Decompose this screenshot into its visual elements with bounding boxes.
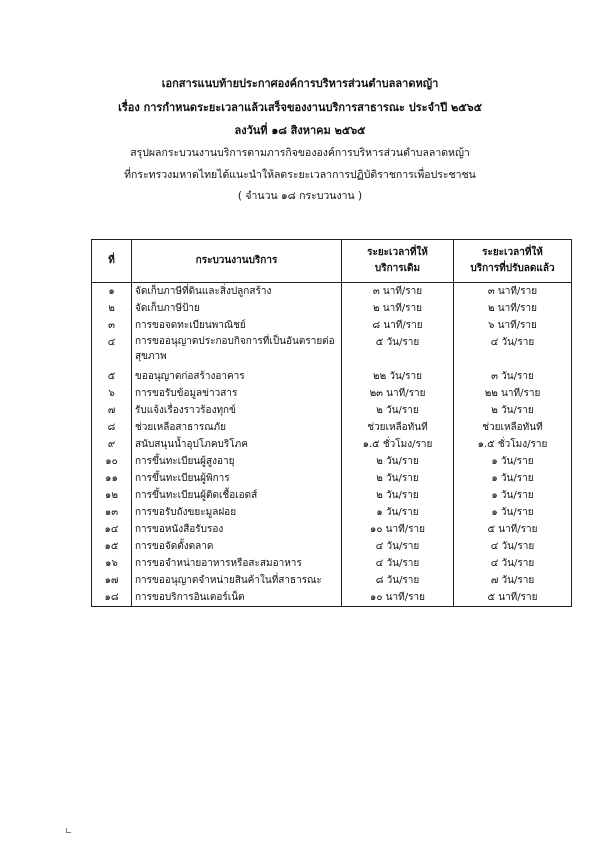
table-row (92, 555, 572, 572)
row-number: ๑๐ (92, 453, 132, 470)
row-service: สนับสนุนน้ำอุปโภคบริโภค (132, 436, 342, 453)
header-original-line-1: ระยะเวลาที่ให้ (367, 247, 428, 258)
document-date: ลงวันที่ ๑๘ สิงหาคม ๒๕๖๕ (234, 124, 366, 137)
row-original-time: ช่วยเหลือทันที (342, 419, 454, 436)
row-reduced-time: ๔ วัน/ราย (454, 334, 572, 368)
header-reduced-line-2: บริการที่ปรับลดแล้ว (470, 263, 555, 274)
row-service: รับแจ้งเรื่องราวร้องทุกข์ (132, 402, 342, 419)
row-number: ๙ (92, 436, 132, 453)
row-original-time: ๓ นาที/ราย (342, 283, 454, 301)
row-number: ๕ (92, 368, 132, 385)
row-number: ๑๗ (92, 572, 132, 589)
row-original-time: ๒๓ นาที/ราย (342, 385, 454, 402)
table-row (92, 504, 572, 521)
service-table (91, 239, 572, 607)
row-original-time: ๘ นาที/ราย (342, 317, 454, 334)
row-service: การขึ้นทะเบียนผู้พิการ (132, 470, 342, 487)
row-service: จัดเก็บภาษีที่ดินและสิ่งปลูกสร้าง (132, 283, 342, 301)
row-original-time: ๑๐ นาที/ราย (342, 589, 454, 607)
row-number: ๑๑ (92, 470, 132, 487)
row-original-time: ๑.๕ ชั่วโมง/ราย (342, 436, 454, 453)
header-reduced-time (454, 240, 572, 283)
row-number: ๗ (92, 402, 132, 419)
row-original-time: ๒ นาที/ราย (342, 300, 454, 317)
table-row (92, 419, 572, 436)
row-number: ๑๔ (92, 521, 132, 538)
row-service: การขออนุญาตประกอบกิจการที่เป็นอันตรายต่อสุขภาพ (132, 334, 342, 368)
row-original-time: ๔ วัน/ราย (342, 538, 454, 555)
row-original-time: ๕ วัน/ราย (342, 334, 454, 368)
row-original-time: ๑ วัน/ราย (342, 504, 454, 521)
row-number: ๔ (92, 334, 132, 368)
table-row (92, 589, 572, 607)
row-service: การขอหนังสือรับรอง (132, 521, 342, 538)
row-number: ๓ (92, 317, 132, 334)
row-service: การขอรับข้อมูลข่าวสาร (132, 385, 342, 402)
row-reduced-time: ๕ นาที/ราย (454, 521, 572, 538)
row-number: ๑๕ (92, 538, 132, 555)
document-subject: เรื่อง การกำหนดระยะเวลาแล้วเสร็จของงานบริการสาธารณะ ประจำปี ๒๕๖๕ (118, 101, 482, 114)
row-reduced-time: ๒๒ นาที/ราย (454, 385, 572, 402)
row-reduced-time: ๕ นาที/ราย (454, 589, 572, 607)
table-row (92, 487, 572, 504)
table-row (92, 283, 572, 301)
row-number: ๘ (92, 419, 132, 436)
row-reduced-time: ๑ วัน/ราย (454, 487, 572, 504)
row-reduced-time: ๒ นาที/ราย (454, 300, 572, 317)
table-row (92, 538, 572, 555)
row-service: การขึ้นทะเบียนผู้สูงอายุ (132, 453, 342, 470)
page-mark (66, 828, 71, 833)
table-row (92, 572, 572, 589)
header-reduced-line-1: ระยะเวลาที่ให้ (482, 247, 543, 258)
row-service: การขึ้นทะเบียนผู้ติดเชื้อเอดส์ (132, 487, 342, 504)
row-original-time: ๘ วัน/ราย (342, 572, 454, 589)
row-original-time: ๒๒ วัน/ราย (342, 368, 454, 385)
row-number: ๑๘ (92, 589, 132, 607)
row-service: ช่วยเหลือสาธารณภัย (132, 419, 342, 436)
header-original-line-2: บริการเดิม (374, 263, 421, 274)
row-reduced-time: ๒ วัน/ราย (454, 402, 572, 419)
table-row (92, 402, 572, 419)
row-service: การขอรับถังขยะมูลฝอย (132, 504, 342, 521)
row-reduced-time: ช่วยเหลือทันที (454, 419, 572, 436)
row-number: ๑๒ (92, 487, 132, 504)
row-service: การขอบริการอินเตอร์เน็ต (132, 589, 342, 607)
row-reduced-time: ๑ วัน/ราย (454, 504, 572, 521)
process-count: ( จำนวน ๑๘ กระบวนงาน ) (237, 190, 363, 202)
row-original-time: ๒ วัน/ราย (342, 402, 454, 419)
table-row (92, 300, 572, 317)
table-row (92, 453, 572, 470)
row-number: ๑๓ (92, 504, 132, 521)
table-row (92, 436, 572, 453)
row-original-time: ๒ วัน/ราย (342, 470, 454, 487)
row-service: การขอจดทะเบียนพาณิชย์ (132, 317, 342, 334)
header-no: ที่ (92, 240, 132, 283)
table-row (92, 368, 572, 385)
row-original-time: ๑๐ นาที/ราย (342, 521, 454, 538)
row-reduced-time: ๔ วัน/ราย (454, 555, 572, 572)
header-service: กระบวนงานบริการ (132, 240, 342, 283)
row-reduced-time: ๑.๕ ชั่วโมง/ราย (454, 436, 572, 453)
table-row (92, 317, 572, 334)
row-service: ขออนุญาตก่อสร้างอาคาร (132, 368, 342, 385)
table-header-row (92, 240, 572, 283)
row-original-time: ๒ วัน/ราย (342, 487, 454, 504)
row-original-time: ๔ วัน/ราย (342, 555, 454, 572)
row-service: การขอจัดตั้งตลาด (132, 538, 342, 555)
table-row (92, 385, 572, 402)
row-reduced-time: ๖ นาที/ราย (454, 317, 572, 334)
header-original-time (342, 240, 454, 283)
row-reduced-time: ๑ วัน/ราย (454, 453, 572, 470)
row-reduced-time: ๔ วัน/ราย (454, 538, 572, 555)
row-reduced-time: ๓ นาที/ราย (454, 283, 572, 301)
document-title: เอกสารแนบท้ายประกาศองค์การบริหารส่วนตำบลลาดหญ้า (161, 77, 439, 90)
row-reduced-time: ๑ วัน/ราย (454, 470, 572, 487)
summary-line-2: ที่กระทรวงมหาดไทยได้แนะนำให้ลดระยะเวลาการปฏิบัติราชการเพื่อประชาชน (124, 169, 476, 181)
row-number: ๑๖ (92, 555, 132, 572)
row-number: ๒ (92, 300, 132, 317)
row-reduced-time: ๗ วัน/ราย (454, 572, 572, 589)
table-row (92, 470, 572, 487)
summary-line-1: สรุปผลกระบวนงานบริการตามภารกิจขององค์การบริหารส่วนตำบลลาดหญ้า (130, 147, 470, 159)
table-row (92, 521, 572, 538)
row-original-time: ๒ วัน/ราย (342, 453, 454, 470)
row-service: การขอจำหน่ายอาหารหรือสะสมอาหาร (132, 555, 342, 572)
row-reduced-time: ๓ วัน/ราย (454, 368, 572, 385)
row-service: จัดเก็บภาษีป้าย (132, 300, 342, 317)
row-service: การขออนุญาตจำหน่ายสินค้าในที่สาธารณะ (132, 572, 342, 589)
row-number: ๖ (92, 385, 132, 402)
table-row (92, 334, 572, 368)
row-number: ๑ (92, 283, 132, 301)
